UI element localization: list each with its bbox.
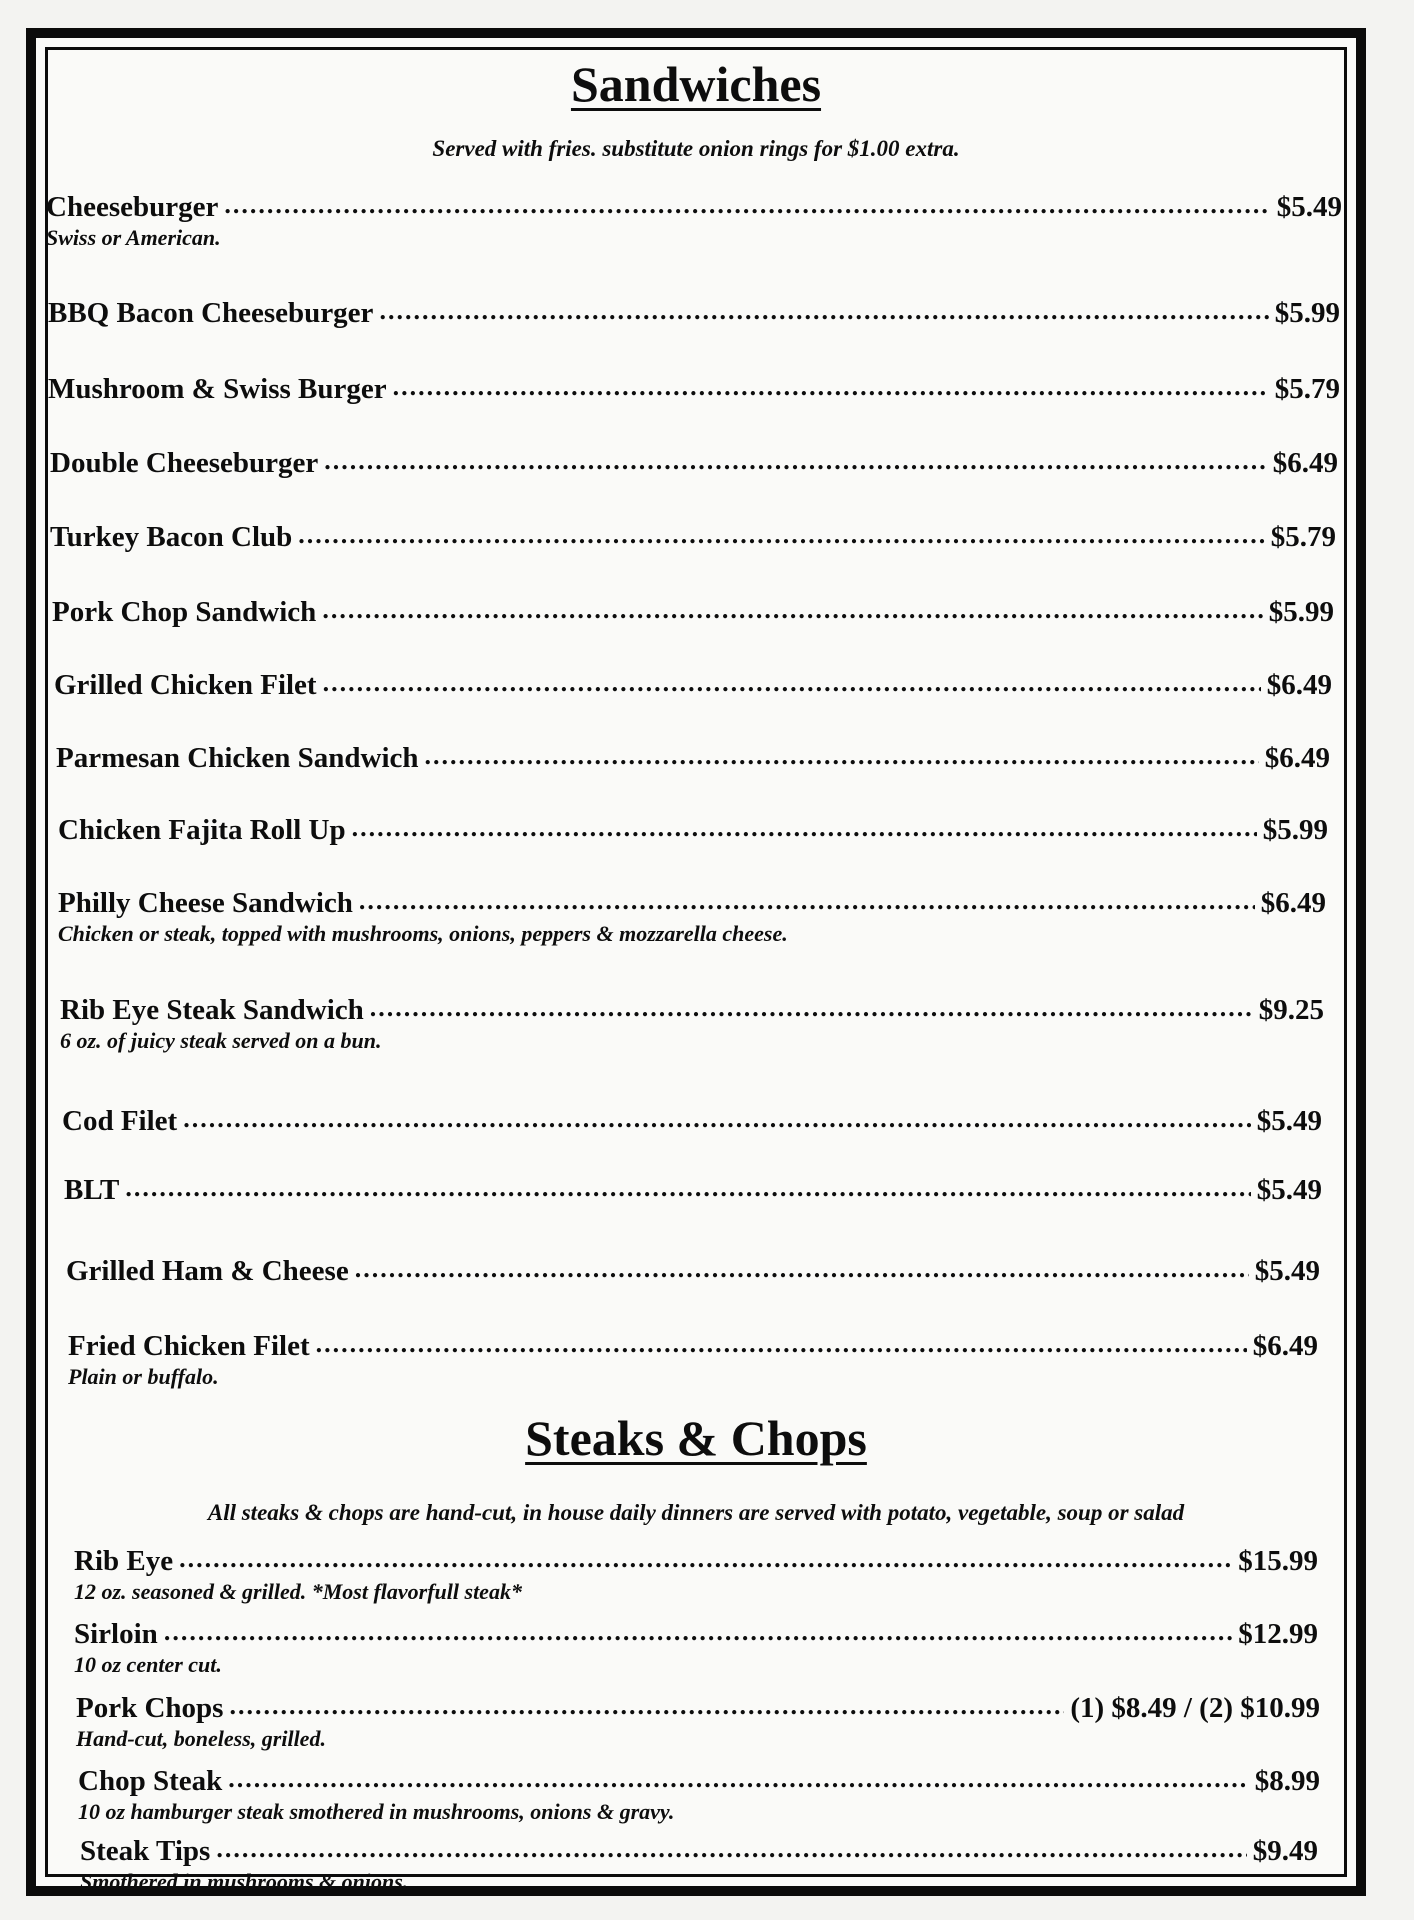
menu-item-row — [74, 1546, 1318, 1578]
menu-item-name: Mushroom & Swiss Burger — [48, 373, 387, 405]
menu-item-price: $6.49 — [1264, 742, 1330, 774]
menu-item-row — [48, 298, 1340, 330]
menu-item-row — [46, 192, 1342, 224]
menu-item-name: Fried Chicken Filet — [68, 1330, 310, 1362]
menu-item-description: Plain or buffalo. — [68, 1363, 219, 1389]
dot-leader — [323, 669, 1261, 698]
menu-item-description: 10 oz hamburger steak smothered in mushrooms, onions & gravy. — [78, 1798, 675, 1824]
dot-leader — [298, 521, 1264, 550]
menu-item-row — [50, 522, 1336, 554]
menu-item-name: Pork Chop Sandwich — [52, 596, 317, 628]
dot-leader — [370, 994, 1253, 1023]
menu-item-price: $9.49 — [1252, 1835, 1318, 1867]
menu-item-description: 10 oz center cut. — [74, 1651, 222, 1677]
menu-item — [36, 743, 1376, 775]
menu-item-price: $8.99 — [1254, 1765, 1320, 1797]
menu-item — [36, 1693, 1376, 1751]
menu-item — [36, 888, 1376, 946]
menu-item — [36, 1546, 1376, 1604]
menu-item-price: $6.49 — [1260, 887, 1326, 919]
dot-leader — [164, 1618, 1232, 1647]
menu-item-row — [48, 374, 1340, 406]
menu-item-price: $5.99 — [1262, 814, 1328, 846]
sandwiches-note: Served with fries. substitute onion rings for $1.00 extra. — [432, 136, 960, 161]
menu-item-row — [56, 743, 1330, 775]
menu-item — [36, 1175, 1376, 1207]
menu-item — [36, 1766, 1376, 1824]
dot-leader — [125, 1174, 1250, 1203]
menu-item-price: $5.49 — [1254, 1255, 1320, 1287]
menu-item-row — [50, 448, 1338, 480]
menu-item — [36, 1619, 1376, 1677]
menu-item-name: Grilled Chicken Filet — [54, 669, 317, 701]
dot-leader — [379, 297, 1268, 326]
menu-item-description: 6 oz. of juicy steak served on a bun. — [60, 1027, 382, 1053]
menu-item-name: Cod Filet — [62, 1105, 178, 1137]
menu-item-description: Hand-cut, boneless, grilled. — [76, 1725, 326, 1751]
menu-item — [36, 1836, 1376, 1894]
menu-item-row — [52, 597, 1334, 629]
menu-item-name: Pork Chops — [76, 1692, 224, 1724]
menu-item-description: Chicken or steak, topped with mushrooms, onions, peppers & mozzarella cheese. — [58, 920, 788, 946]
menu-item-price: $6.49 — [1272, 447, 1338, 479]
menu-item-name: Philly Cheese Sandwich — [58, 887, 353, 919]
menu-item — [36, 374, 1376, 406]
dot-leader — [359, 887, 1255, 916]
menu-item-row — [78, 1766, 1320, 1798]
menu-item-name: Cheeseburger — [46, 191, 219, 223]
menu-item-row — [58, 815, 1328, 847]
menu-item-price: $5.79 — [1270, 521, 1336, 553]
menu-item-price: (1) $8.49 / (2) $10.99 — [1070, 1692, 1320, 1724]
menu-item-price: $5.49 — [1276, 191, 1342, 223]
menu-item-price: $15.99 — [1238, 1545, 1318, 1577]
dot-leader — [352, 814, 1257, 843]
menu-item — [36, 1256, 1376, 1288]
menu-item-row — [62, 1106, 1322, 1138]
menu-item-row — [64, 1175, 1322, 1207]
dot-leader — [216, 1835, 1246, 1864]
steaks-title: Steaks & Chops — [525, 1410, 867, 1466]
menu-item — [36, 597, 1376, 629]
menu-item-price: $5.79 — [1274, 373, 1340, 405]
menu-item-price: $9.25 — [1258, 994, 1324, 1026]
menu-item — [36, 1331, 1376, 1389]
menu-item-name: Chicken Fajita Roll Up — [58, 814, 346, 846]
menu-item-description: Swiss or American. — [46, 224, 221, 250]
dot-leader — [355, 1255, 1249, 1284]
menu-item-row — [74, 1619, 1318, 1651]
menu-item-description: 12 oz. seasoned & grilled. *Most flavorfull steak* — [74, 1578, 522, 1604]
dot-leader — [425, 742, 1259, 771]
dot-leader — [228, 1765, 1249, 1794]
menu-item-row — [60, 995, 1324, 1027]
menu-item-name: BLT — [64, 1174, 120, 1206]
menu-item — [36, 1106, 1376, 1138]
dot-leader — [316, 1330, 1247, 1359]
menu-item-row — [80, 1836, 1318, 1868]
menu-item-name: Rib Eye — [74, 1545, 174, 1577]
dot-leader — [393, 373, 1269, 402]
menu-item-row — [68, 1331, 1318, 1363]
dot-leader — [224, 191, 1270, 220]
dot-leader — [183, 1105, 1251, 1134]
dot-leader — [322, 596, 1262, 625]
menu-item-row — [58, 888, 1326, 920]
menu-item — [36, 815, 1376, 847]
menu-item-description: Smothered in mushrooms & onions. — [80, 1868, 409, 1894]
menu-item — [36, 448, 1376, 480]
menu-item-price: $5.49 — [1256, 1105, 1322, 1137]
menu-item-name: Turkey Bacon Club — [50, 521, 293, 553]
menu-item — [36, 522, 1376, 554]
menu-item-name: BBQ Bacon Cheeseburger — [48, 297, 374, 329]
menu-item — [36, 192, 1376, 250]
menu-item — [36, 995, 1376, 1053]
menu-item-name: Parmesan Chicken Sandwich — [56, 742, 419, 774]
dot-leader — [324, 447, 1267, 476]
menu-item-price: $12.99 — [1238, 1618, 1318, 1650]
menu-item-name: Double Cheeseburger — [50, 447, 319, 479]
menu-item-price: $5.99 — [1274, 297, 1340, 329]
menu-item-name: Chop Steak — [78, 1765, 223, 1797]
menu-item-name: Rib Eye Steak Sandwich — [60, 994, 364, 1026]
dot-leader — [229, 1692, 1064, 1721]
sandwiches-title: Sandwiches — [570, 56, 822, 112]
menu-item-name: Sirloin — [74, 1618, 158, 1650]
menu-item-name: Grilled Ham & Cheese — [66, 1255, 349, 1287]
menu-card — [26, 28, 1366, 1896]
menu-item-price: $6.49 — [1252, 1330, 1318, 1362]
menu-item-price: $6.49 — [1266, 669, 1332, 701]
dot-leader — [179, 1545, 1232, 1574]
menu-item-price: $5.99 — [1268, 596, 1334, 628]
menu-item-name: Steak Tips — [80, 1835, 211, 1867]
menu-item-row — [54, 670, 1332, 702]
steaks-note: All steaks & chops are hand-cut, in house daily dinners are served with potato, vegetable, soup or salad — [207, 1500, 1185, 1525]
menu-item-row — [66, 1256, 1320, 1288]
menu-item-row — [76, 1693, 1320, 1725]
menu-item — [36, 298, 1376, 330]
menu-item — [36, 670, 1376, 702]
menu-item-price: $5.49 — [1256, 1174, 1322, 1206]
